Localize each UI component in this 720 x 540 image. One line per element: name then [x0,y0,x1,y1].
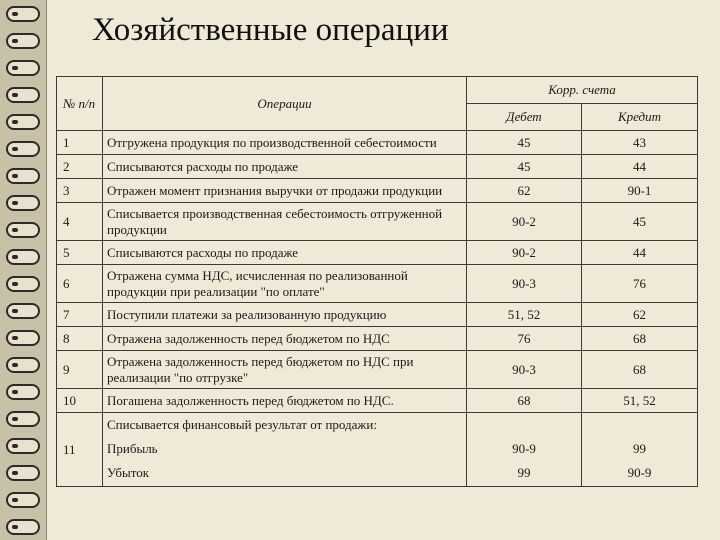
binding-ring [6,141,40,157]
debit-cell: 51, 52 [467,303,582,327]
header-debit: Дебет [467,104,582,131]
credit-cell: 90-9 [582,461,698,487]
table-row [57,265,698,303]
row-number: 4 [57,203,103,241]
debit-cell: 45 [467,131,582,155]
operation-text: Отгружена продукция по производственной себестоимости [103,131,467,155]
credit-cell: 43 [582,131,698,155]
credit-cell: 99 [582,437,698,461]
debit-cell: 62 [467,179,582,203]
debit-cell: 90-3 [467,351,582,389]
row-number: 7 [57,303,103,327]
header-credit: Кредит [582,104,698,131]
operation-text: Списываются расходы по продаже [103,155,467,179]
binding-ring [6,60,40,76]
operation-text: Поступили платежи за реализованную продукцию [103,303,467,327]
operation-text: Списываются расходы по продаже [103,241,467,265]
header-operations: Операции [103,77,467,131]
binding-ring [6,465,40,481]
table-row [57,131,698,155]
debit-cell: 90-2 [467,203,582,241]
debit-cell: 90-9 [467,437,582,461]
operations-table [56,76,698,487]
debit-cell: 76 [467,327,582,351]
binding-ring [6,330,40,346]
credit-cell: 68 [582,351,698,389]
debit-cell: 90-2 [467,241,582,265]
debit-cell: 45 [467,155,582,179]
binding-ring [6,114,40,130]
binding-ring [6,357,40,373]
binding-ring [6,33,40,49]
operation-text: Отражена сумма НДС, исчисленная по реализованной продукции при реализации "по оплате" [103,265,467,303]
debit-cell: 99 [467,461,582,487]
operation-text: Отражена задолженность перед бюджетом по НДС [103,327,467,351]
header-number: № п/п [57,77,103,131]
binding-ring [6,276,40,292]
row-number: 2 [57,155,103,179]
operation-text: Отражена задолженность перед бюджетом по НДС при реализации "по отгрузке" [103,351,467,389]
table-row [57,303,698,327]
operation-text: Убыток [103,461,467,487]
credit-cell: 44 [582,241,698,265]
credit-cell: 44 [582,155,698,179]
binding-ring [6,222,40,238]
binding-ring [6,492,40,508]
binding-ring [6,384,40,400]
debit-cell: 68 [467,389,582,413]
spiral-binding [0,0,47,540]
row-number: 11 [57,413,103,487]
operation-text: Списывается финансовый результат от продажи: [103,413,467,437]
table-row [57,155,698,179]
debit-cell: 90-3 [467,265,582,303]
header-corr-accounts: Корр. счета [467,77,698,104]
binding-ring [6,195,40,211]
row-number: 3 [57,179,103,203]
binding-ring [6,168,40,184]
row-number: 1 [57,131,103,155]
row-number: 9 [57,351,103,389]
operation-text: Списывается производственная себестоимость отгруженной продукции [103,203,467,241]
binding-ring [6,303,40,319]
credit-cell: 45 [582,203,698,241]
credit-cell: 62 [582,303,698,327]
table-row [57,389,698,413]
credit-cell: 68 [582,327,698,351]
binding-ring [6,87,40,103]
operation-text: Прибыль [103,437,467,461]
operation-text: Погашена задолженность перед бюджетом по НДС. [103,389,467,413]
row-number: 5 [57,241,103,265]
table-row [57,327,698,351]
binding-ring [6,6,40,22]
binding-ring [6,411,40,427]
binding-ring [6,438,40,454]
table-row [57,203,698,241]
operation-text: Отражен момент признания выручки от продажи продукции [103,179,467,203]
page-title: Хозяйственные операции [92,12,449,48]
table-row [57,351,698,389]
row-number: 6 [57,265,103,303]
table-row [57,241,698,265]
binding-ring [6,249,40,265]
credit-cell: 90-1 [582,179,698,203]
table-row [57,179,698,203]
credit-cell: 51, 52 [582,389,698,413]
credit-cell: 76 [582,265,698,303]
row-number: 10 [57,389,103,413]
row-number: 8 [57,327,103,351]
binding-ring [6,519,40,535]
